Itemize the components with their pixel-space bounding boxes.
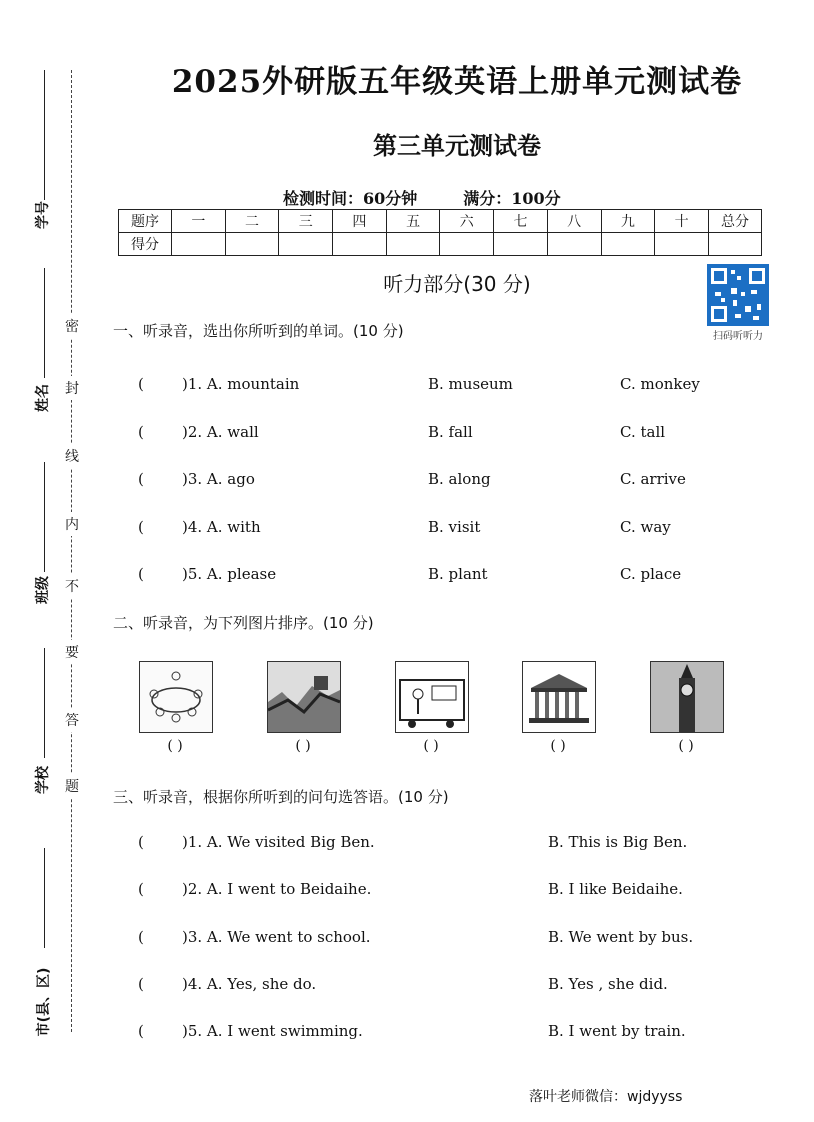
- seal-char: 要: [62, 640, 82, 664]
- option-c: C. arrive: [620, 470, 686, 488]
- binding-line: [44, 848, 45, 948]
- option-a: )3. A. We went to school.: [182, 928, 371, 946]
- score-input-cell[interactable]: [279, 233, 333, 256]
- seal-char: 封: [62, 376, 82, 400]
- answer-blank[interactable]: (: [138, 375, 144, 393]
- answer-blank[interactable]: ( ): [550, 738, 566, 754]
- qr-label: 扫码听听力: [713, 331, 763, 342]
- table-cell: 总分: [709, 210, 762, 233]
- score-input-cell[interactable]: [709, 233, 762, 256]
- option-a: )4. A. with: [182, 518, 261, 536]
- option-a: )2. A. wall: [182, 423, 259, 441]
- table-cell: 题序: [119, 210, 172, 233]
- score-input-cell[interactable]: [386, 233, 440, 256]
- option-b: B. visit: [428, 518, 481, 536]
- answer-blank[interactable]: ( ): [678, 738, 694, 754]
- answer-blank[interactable]: (: [138, 880, 144, 898]
- museum-building-picture: [522, 661, 596, 733]
- score-table-header-row: [119, 210, 762, 233]
- table-cell: 五: [386, 210, 440, 233]
- seal-char: 不: [62, 574, 82, 598]
- city-label: 市(县、区): [36, 967, 52, 1037]
- seal-char: 密: [62, 314, 82, 338]
- score-input-cell[interactable]: [440, 233, 494, 256]
- table-cell: 十: [655, 210, 709, 233]
- option-b: B. I went by train.: [548, 1022, 686, 1040]
- class-label: 班级: [35, 576, 51, 604]
- table-cell: 九: [601, 210, 655, 233]
- footer-contact: 落叶老师微信：wjdyyss: [529, 1089, 683, 1105]
- big-ben-picture: [650, 661, 724, 733]
- score-input-cell[interactable]: [225, 233, 279, 256]
- score-input-cell[interactable]: [601, 233, 655, 256]
- table-cell: 七: [494, 210, 548, 233]
- great-wall-picture: [267, 661, 341, 733]
- seal-char: 线: [62, 444, 82, 468]
- option-c: C. monkey: [620, 375, 700, 393]
- table-cell: 二: [225, 210, 279, 233]
- score-input-cell[interactable]: [172, 233, 226, 256]
- option-a: )4. A. Yes, she do.: [182, 975, 317, 993]
- full-score: 满分：100分: [463, 189, 561, 208]
- answer-blank[interactable]: (: [138, 423, 144, 441]
- exam-time: 检测时间：60分钟: [283, 189, 418, 208]
- seal-dashed-line: [71, 70, 72, 1032]
- option-b: B. We went by bus.: [548, 928, 694, 946]
- answer-blank[interactable]: ( ): [423, 738, 439, 754]
- option-b: B. along: [428, 470, 491, 488]
- children-circle-picture: [139, 661, 213, 733]
- binding-line: [44, 462, 45, 572]
- option-a: )2. A. I went to Beidaihe.: [182, 880, 372, 898]
- table-cell: 三: [279, 210, 333, 233]
- qr-code-icon[interactable]: [707, 264, 769, 326]
- binding-line: [44, 648, 45, 758]
- option-b: B. Yes , she did.: [548, 975, 668, 993]
- answer-blank[interactable]: ( ): [167, 738, 183, 754]
- student-id-label: 学号: [35, 201, 51, 229]
- binding-line: [44, 70, 45, 200]
- score-table: [118, 209, 762, 256]
- section2-title: 二、听录音，为下列图片排序。(10 分): [113, 614, 374, 632]
- answer-blank[interactable]: (: [138, 833, 144, 851]
- option-b: B. museum: [428, 375, 513, 393]
- score-input-cell[interactable]: [547, 233, 601, 256]
- answer-blank[interactable]: (: [138, 928, 144, 946]
- option-c: C. way: [620, 518, 671, 536]
- table-cell: 八: [547, 210, 601, 233]
- table-cell: 得分: [119, 233, 172, 256]
- option-b: B. fall: [428, 423, 473, 441]
- option-b: B. plant: [428, 565, 488, 583]
- option-b: B. This is Big Ben.: [548, 833, 688, 851]
- option-c: C. place: [620, 565, 682, 583]
- binding-line: [44, 268, 45, 378]
- name-label: 姓名: [35, 384, 51, 412]
- answer-blank[interactable]: (: [138, 470, 144, 488]
- binding-strip: [0, 0, 100, 1122]
- answer-blank[interactable]: ( ): [295, 738, 311, 754]
- score-table-score-row: [119, 233, 762, 256]
- answer-blank[interactable]: (: [138, 975, 144, 993]
- option-c: C. tall: [620, 423, 666, 441]
- section1-title: 一、听录音，选出你所听到的单词。(10 分): [113, 322, 404, 340]
- table-cell: 一: [172, 210, 226, 233]
- train-picture: [395, 661, 469, 733]
- option-a: )1. A. mountain: [182, 375, 300, 393]
- table-cell: 六: [440, 210, 494, 233]
- answer-blank[interactable]: (: [138, 518, 144, 536]
- listening-section-title: 听力部分(30 分): [383, 272, 531, 296]
- score-input-cell[interactable]: [655, 233, 709, 256]
- score-input-cell[interactable]: [333, 233, 387, 256]
- option-b: B. I like Beidaihe.: [548, 880, 683, 898]
- table-cell: 四: [333, 210, 387, 233]
- option-a: )3. A. ago: [182, 470, 255, 488]
- option-a: )5. A. I went swimming.: [182, 1022, 363, 1040]
- answer-blank[interactable]: (: [138, 565, 144, 583]
- option-a: )5. A. please: [182, 565, 277, 583]
- score-input-cell[interactable]: [494, 233, 548, 256]
- school-label: 学校: [35, 766, 51, 794]
- seal-char: 内: [62, 512, 82, 536]
- answer-blank[interactable]: (: [138, 1022, 144, 1040]
- exam-meta: [283, 186, 561, 209]
- seal-char: 题: [62, 774, 82, 798]
- page-subtitle: 第三单元测试卷: [373, 131, 541, 160]
- option-a: )1. A. We visited Big Ben.: [182, 833, 375, 851]
- section3-title: 三、听录音，根据你所听到的问句选答语。(10 分): [113, 788, 449, 806]
- seal-char: 答: [62, 708, 82, 732]
- page-title: 2025外研版五年级英语上册单元测试卷: [171, 64, 743, 100]
